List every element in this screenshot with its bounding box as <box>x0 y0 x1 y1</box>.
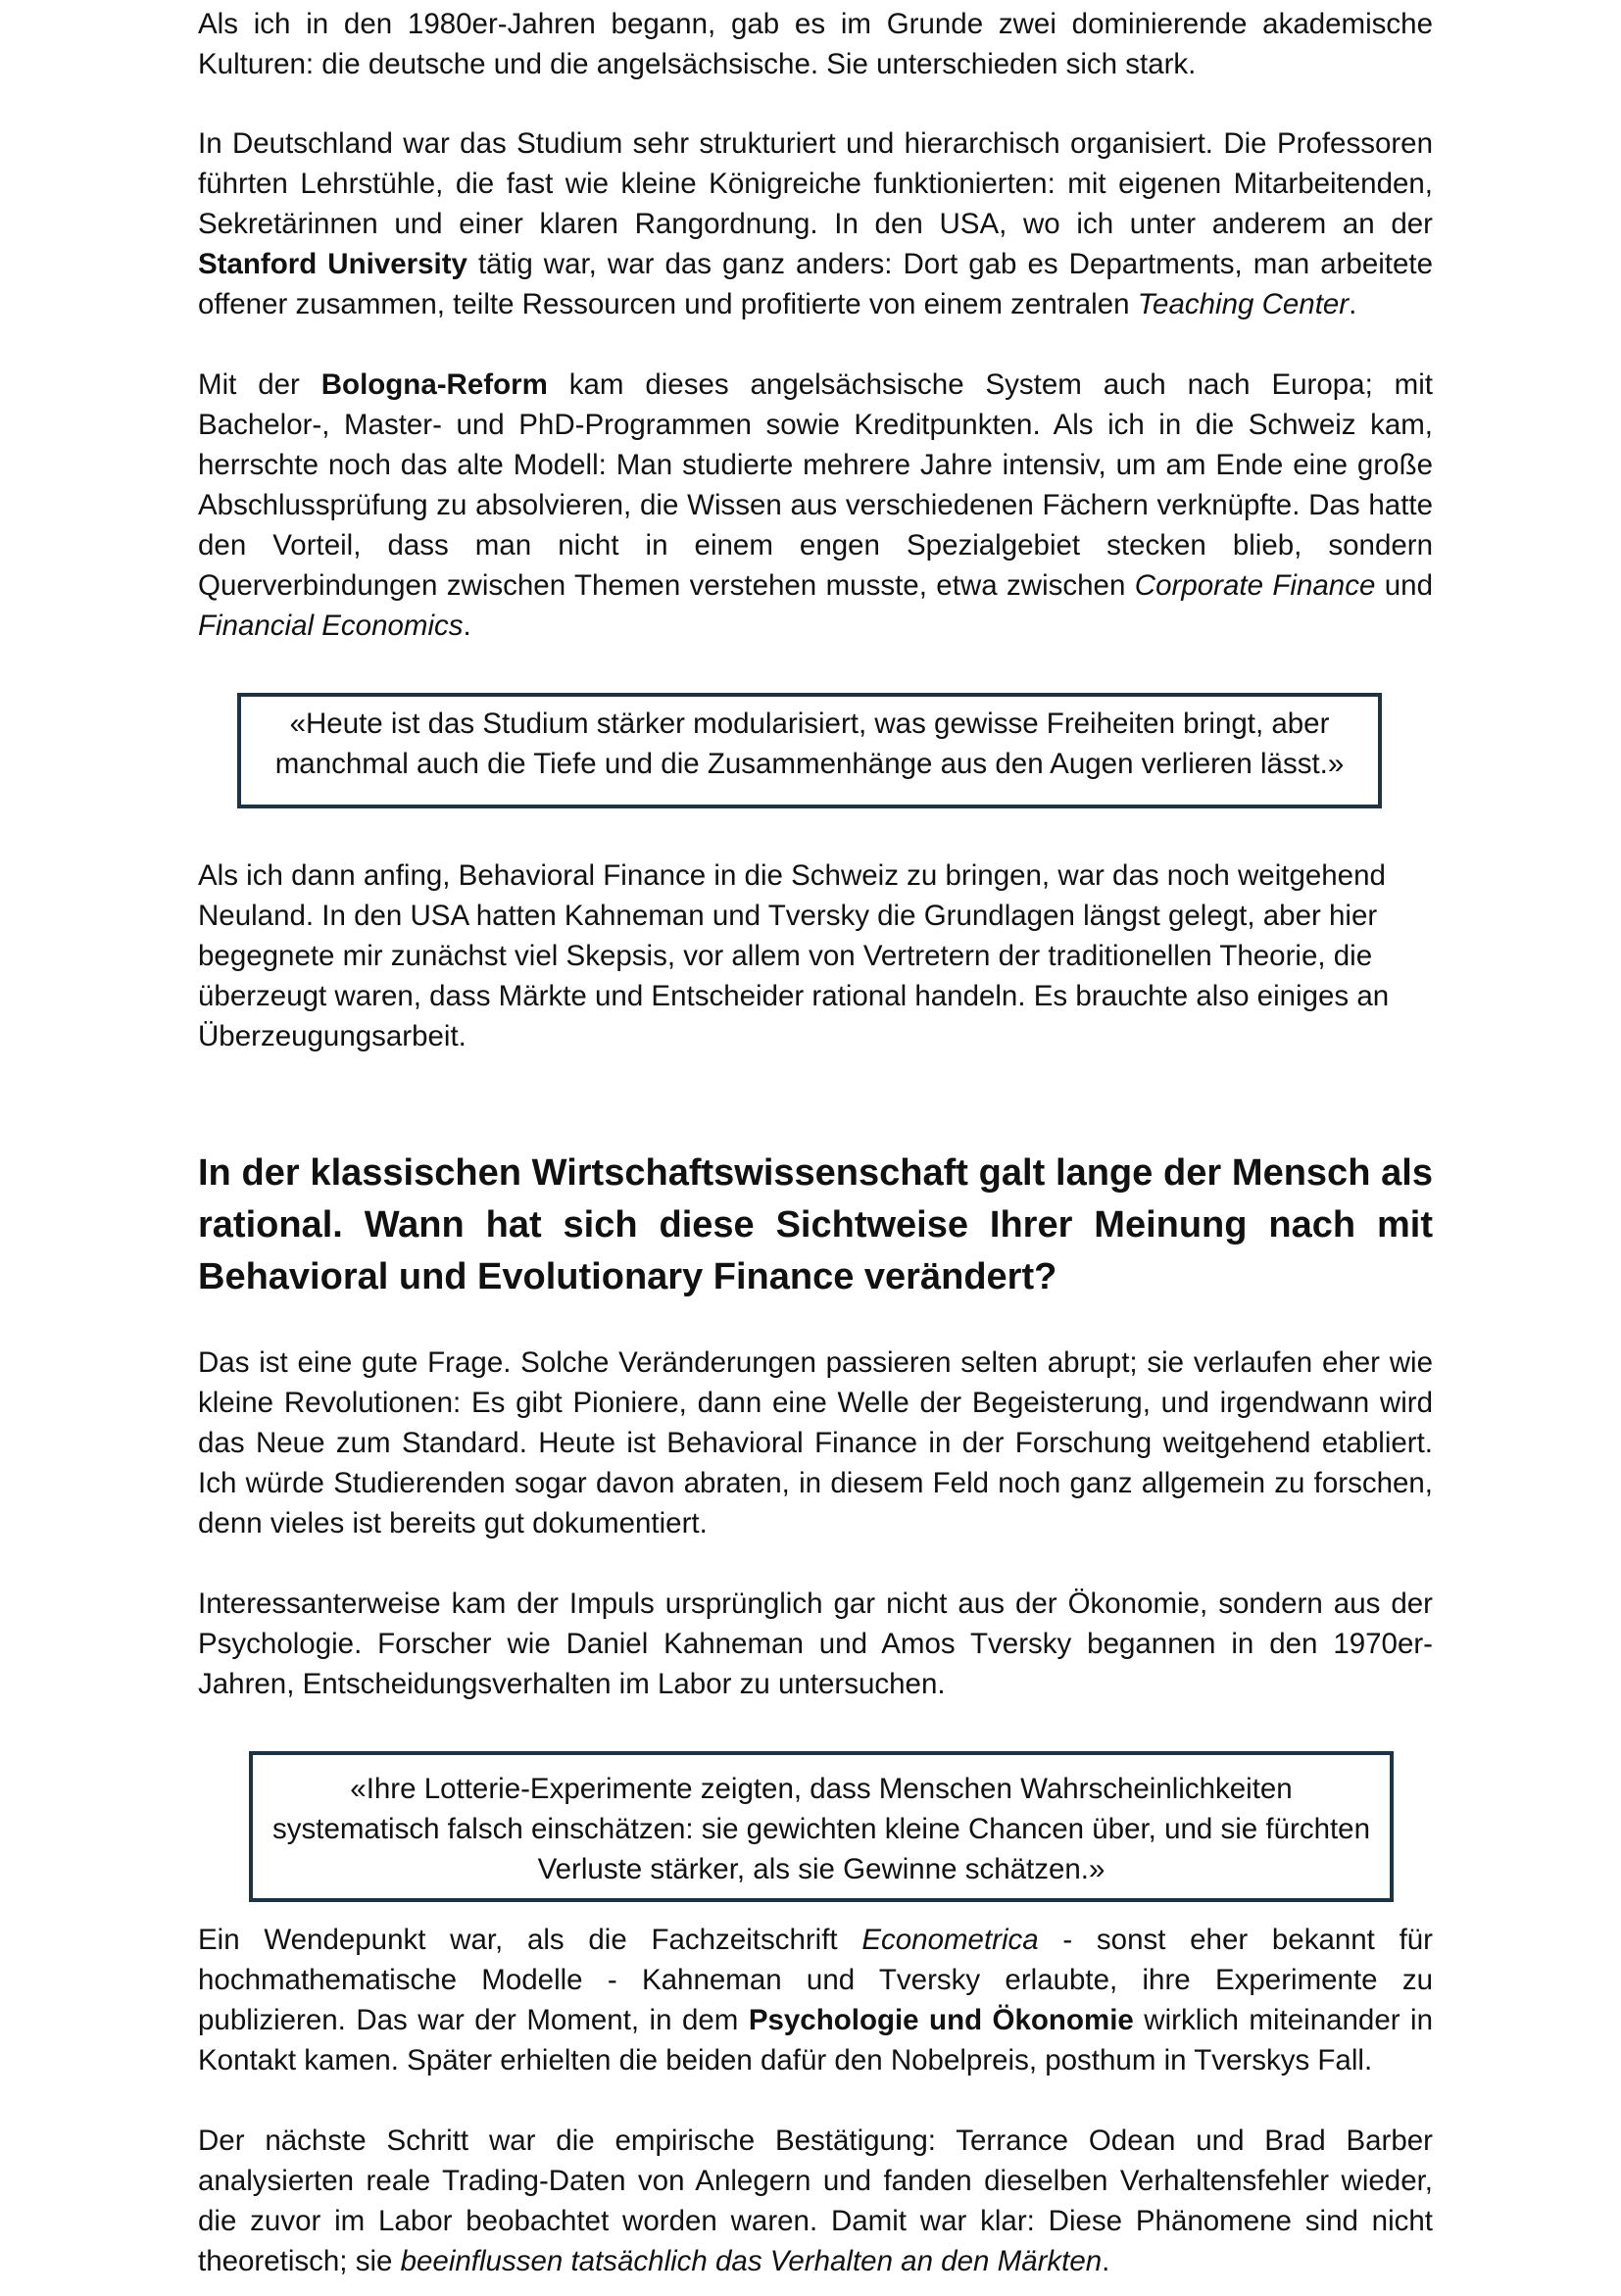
section-heading-question <box>198 1148 1433 1303</box>
paragraph-psychologie-impuls <box>198 1584 1433 1704</box>
paragraph-text: wirklich miteinander in Kontakt kamen. Später erhielten die beiden dafür den Nobelpreis, posthum in Tverskys Fall. <box>198 2004 1442 2076</box>
document-page <box>0 4 1621 2296</box>
paragraph-text: In Deutschland war das Studium sehr strukturiert und hierarchisch organisiert. Die Professoren führten Lehrstühle, die fast wie kleine Königreiche funktionierten: mit eigenen Mitarbeitenden, Sekretärinnen und einer klaren Rangordnung. In den USA, wo ich unter anderem an der <box>198 127 1442 240</box>
pull-quote-modularisierung <box>237 693 1382 808</box>
paragraph-text: Der nächste Schritt war die empirische Bestätigung: Terrance Odean und Brad Barber analysierten reale Trading-Daten von Anlegern und fanden dieselben Verhaltensfehler wieder, die zuvor im Labor beobachtet worden waren. Damit war klar: Diese Phänomene sind nicht theoretisch; sie <box>198 2125 1442 2277</box>
quote-text: «Heute ist das Studium stärker modularisiert, was gewisse Freiheiten bringt, aber manchmal auch die Tiefe und die Zusammenhänge aus den Augen verlieren lässt.» <box>274 708 1345 780</box>
italic-econometrica: Econometrica <box>861 1924 1039 1956</box>
paragraph-text: . <box>1349 288 1357 320</box>
bold-psychologie-oekonomie: Psychologie und Ökonomie <box>748 2004 1134 2036</box>
paragraph-germany-vs-usa <box>198 123 1442 324</box>
italic-financial-economics: Financial Economics <box>198 610 464 642</box>
pull-quote-lotterie-experimente <box>249 1751 1394 1902</box>
paragraph-text: Mit der <box>198 368 321 401</box>
paragraph-empirische-bestaetigung <box>198 2121 1442 2281</box>
paragraph-text: . <box>463 610 471 642</box>
italic-beeinflussen-maerkte: beeinflussen tatsächlich das Verhalten an den Märkten <box>400 2245 1103 2277</box>
italic-corporate-finance: Corporate Finance <box>1134 569 1376 602</box>
paragraph-gute-frage <box>198 1343 1433 1543</box>
paragraph-academic-cultures <box>198 4 1433 84</box>
bold-bologna-reform: Bologna-Reform <box>320 368 548 401</box>
paragraph-text: Ein Wendepunkt war, als die Fachzeitschrift <box>198 1924 862 1956</box>
paragraph-bologna-reform <box>198 365 1442 646</box>
paragraph-behavioral-finance-schweiz <box>198 855 1433 1056</box>
paragraph-text: und <box>1375 569 1442 602</box>
heading-text: In der klassischen Wirtschaftswissenschaft galt lange der Mensch als rational. Wann hat sich diese Sichtweise Ihrer Meinung nach mit Behavioral und Evolutionary Finance verändert? <box>198 1152 1433 1297</box>
bold-stanford: Stanford University <box>198 248 467 280</box>
quote-text: «Ihre Lotterie-Experimente zeigten, dass Menschen Wahrscheinlichkeiten systematisch falsch einschätzen: sie gewichten kleine Chancen über, und sie fürchten Verluste stärker, als sie Gewinne schätzen.» <box>272 1773 1370 1885</box>
paragraph-text: Als ich dann anfing, Behavioral Finance in die Schweiz zu bringen, war das noch weitgehend Neuland. In den USA hatten Kahneman und Tversky die Grundlagen längst gelegt, aber hier begegnete mir zunächst viel Skepsis, vor allem von Vertretern der traditionellen Theorie, die überzeugt waren, dass Märkte und Entscheider rational handeln. Es brauchte also einiges an Überzeugungsarbeit. <box>198 859 1390 1052</box>
paragraph-text: Das ist eine gute Frage. Solche Veränderungen passieren selten abrupt; sie verlaufen eher wie kleine Revolutionen: Es gibt Pioniere, dann eine Welle der Begeisterung, und irgendwann wird das Neue zum Standard. Heute ist Behavioral Finance in der Forschung weitgehend etabliert. Ich würde Studierenden sogar davon abraten, in diesem Feld noch ganz allgemein zu forschen, denn vieles ist bereits gut dokumentiert. <box>198 1346 1433 1539</box>
italic-teaching-center: Teaching Center <box>1137 288 1350 320</box>
paragraph-econometrica-wendepunkt <box>198 1920 1442 2080</box>
paragraph-text: tätig war, war das ganz anders: Dort gab es Departments, man arbeitete offener zusammen, teilte Ressourcen und profitierte von einem zentralen <box>198 248 1442 320</box>
paragraph-text: Interessanterweise kam der Impuls ursprünglich gar nicht aus der Ökonomie, sondern aus der Psychologie. Forscher wie Daniel Kahneman und Amos Tversky begannen in den 1970er-Jahren, Entscheidungsverhalten im Labor zu untersuchen. <box>198 1588 1433 1700</box>
paragraph-text: - sonst eher bekannt für hochmathematische Modelle - Kahneman und Tversky erlaubte, ihre Experimente zu publizieren. Das war der Moment, in dem <box>198 1924 1442 2036</box>
paragraph-text: . <box>1102 2245 1110 2277</box>
paragraph-text: kam dieses angelsächsische System auch nach Europa; mit Bachelor-, Master- und PhD-Programmen sowie Kreditpunkten. Als ich in die Schweiz kam, herrschte noch das alte Modell: Man studierte mehrere Jahre intensiv, um am Ende eine große Abschlussprüfung zu absolvieren, die Wissen aus verschiedenen Fächern verknüpfte. Das hatte den Vorteil, dass man nicht in einem engen Spezialgebiet stecken blieb, sondern Querverbindungen zwischen Themen verstehen musste, etwa zwischen <box>198 368 1442 602</box>
paragraph-text: Als ich in den 1980er-Jahren begann, gab es im Grunde zwei dominierende akademische Kulturen: die deutsche und die angelsächsische. Sie unterschieden sich stark. <box>198 8 1433 80</box>
